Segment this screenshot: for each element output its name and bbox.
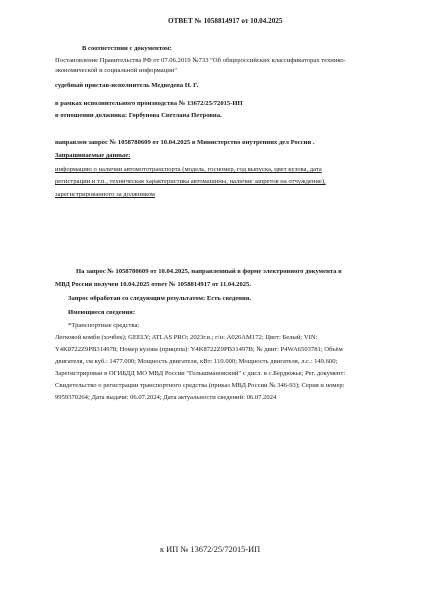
requested-data-label: Запрашиваемые данные: — [55, 152, 131, 159]
decree-line-1: Постановление Правительства РФ от 07.06.2019 №733 "Об общероссийских классификаторах технико- — [55, 57, 346, 64]
response-line-1: На запрос № 1058780609 от 10.04.2025, направленный в форме электронного документа в — [76, 268, 342, 275]
vehicle-line: Y4K8722Z9PB314978; Номер кузова (прицепа): Y4K8722Z9PB31497В; № двиг: P4WA6503781; Объём — [55, 346, 343, 353]
vehicle-line: Легковой комби (хэчбек); GEELY; ATLAS PRO; 2023г.в.; г/н: А026АМ172; Цвет: Белый; VIN: — [55, 334, 318, 341]
decree-line-2: экономической и социальной информации" — [55, 67, 177, 74]
footer-proceeding-ref: к ИП № 13672/25/72015-ИП — [160, 545, 261, 554]
vehicle-line: Зарегистрирован в ОГИБДД МО МВД России "Голышмановский" с дисл. в с.Бердюжье; Рег. документ: — [55, 370, 346, 377]
bailiff-line: судебный пристав-исполнитель Медведева Н. Г. — [55, 82, 199, 89]
vehicle-line: 9959370264; Дата выдачи: 06.07.2024; Дата актуальности сведений: 06.07.2024 — [55, 394, 277, 401]
requested-data-line-2: регистрации и т.п., техническая характеристика автомашины, наличие запретов на отчуждение), — [55, 178, 326, 185]
available-info-label: Имеющиеся сведения: — [68, 309, 136, 316]
processed-result: Запрос обработан со следующим результатом: Есть сведения. — [68, 295, 251, 302]
requested-data-line-3: зарегистрированного за должником — [55, 191, 155, 198]
according-label: В соответствии с документом: — [82, 45, 172, 52]
vehicle-line: Свидетельство о регистрации транспортного средства (приказ МВД России № 346-93); Серия и номер: — [55, 382, 345, 389]
proceeding-line: в рамках исполнительного производства № 13672/25/72015-ИП — [55, 100, 243, 107]
request-sent-line: направлен запрос № 1058780609 от 10.04.2025 в Министерство внутренних дел России . — [55, 139, 315, 146]
debtor-line: в отношении должника: Горбунова Светлана Петровна. — [55, 112, 222, 119]
vehicle-line: двигателя, см куб.: 1477.000; Мощность двигателя, кВт: 110.000; Мощность двигателя, л.с.: 149.600; — [55, 358, 338, 365]
vehicles-label: *Транспортные средства: — [68, 322, 140, 329]
document-title: ОТВЕТ № 1058814917 от 10.04.2025 — [168, 17, 283, 25]
response-line-2: МВД России получен 10.04.2025 ответ № 1058814917 от 11.04.2025. — [55, 281, 252, 288]
requested-data-line-1: информацию о наличии автомототранспорта (модель, госномер, год выпуска, цвет кузова, дата — [55, 166, 322, 173]
